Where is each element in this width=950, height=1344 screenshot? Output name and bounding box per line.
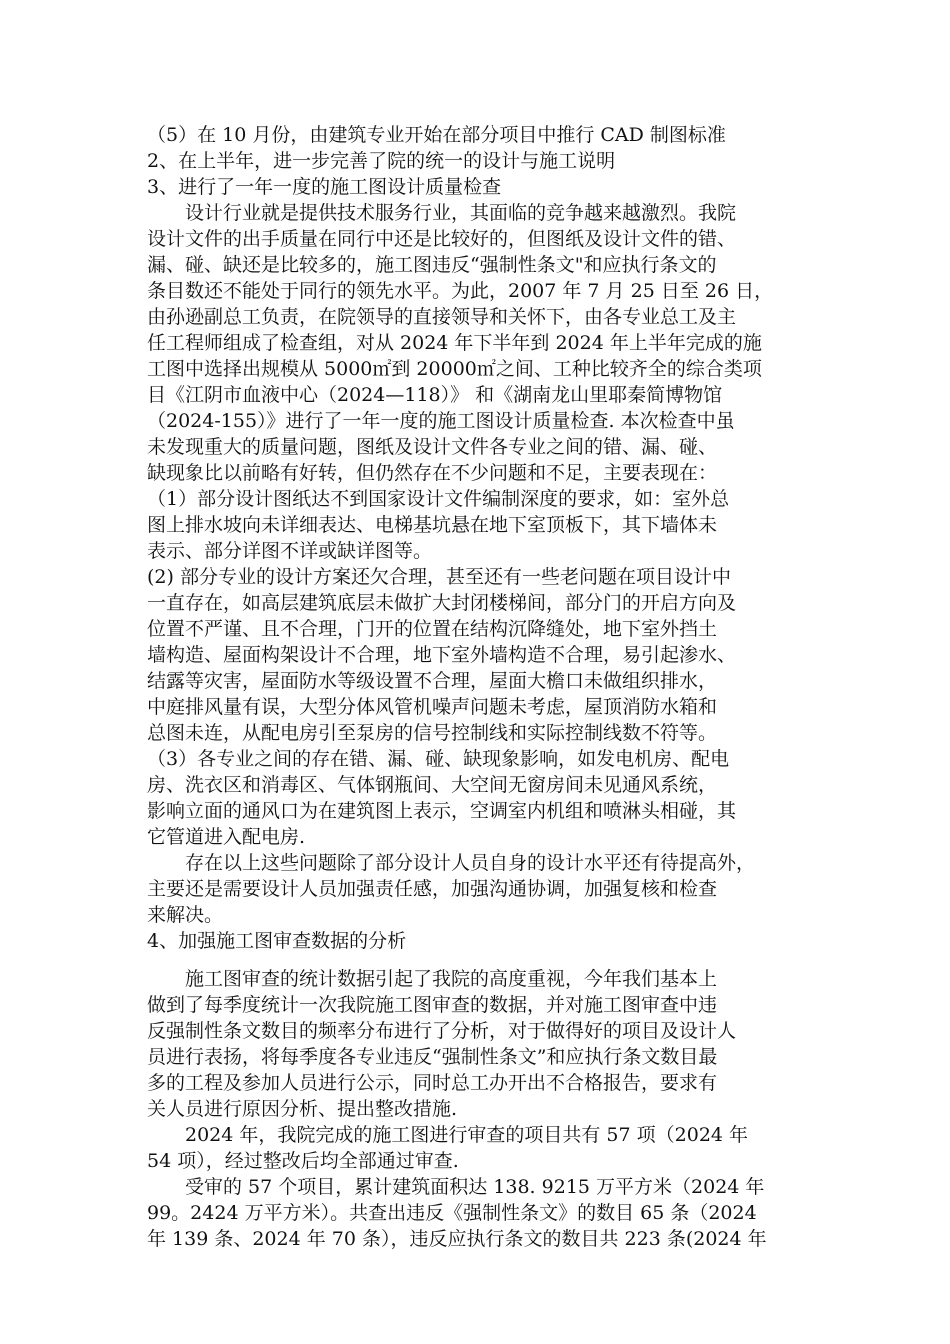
text-line: 来解决。 xyxy=(147,904,224,926)
text-line: （2024-155）》进行了一年一度的施工图设计质量检查. 本次检查中虽 xyxy=(147,410,735,432)
text-line: 位置不严谨、且不合理，门开的位置在结构沉降缝处，地下室外挡土 xyxy=(147,618,718,640)
text-line: 由孙逊副总工负责，在院领导的直接领导和关怀下，由各专业总工及主 xyxy=(147,306,737,328)
text-line: 年 139 条、2024 年 70 条），违反应执行条文的数目共 223 条(2024 年 xyxy=(147,1228,767,1250)
text-line: 施工图审查的统计数据引起了我院的高度重视，今年我们基本上 xyxy=(147,968,718,990)
text-line: 员进行表扬，将每季度各专业违反“强制性条文”和应执行条文数目最 xyxy=(147,1046,718,1068)
text-line: 表示、部分详图不详或缺详图等。 xyxy=(147,540,433,562)
text-line: 设计行业就是提供技术服务行业，其面临的竞争越来越激烈。我院 xyxy=(147,202,737,224)
text-line: 多的工程及参加人员进行公示，同时总工办开出不合格报告，要求有 xyxy=(147,1072,718,1094)
text-line: 关人员进行原因分析、提出整改措施. xyxy=(147,1098,458,1120)
text-line: 目《江阴市血液中心（2024—118）》 和《湖南龙山里耶秦简博物馆 xyxy=(147,384,723,406)
text-line: 图上排水坡向未详细表达、电梯基坑悬在地下室顶板下，其下墙体未 xyxy=(147,514,718,536)
text-line: 主要还是需要设计人员加强责任感，加强沟通协调，加强复核和检查 xyxy=(147,878,718,900)
text-line: 条目数还不能处于同行的领先水平。为此，2007 年 7 月 25 日至 26 日， xyxy=(147,280,774,302)
text-line: 它管道进入配电房. xyxy=(147,826,306,848)
section-heading: 3、进行了一年一度的施工图设计质量检查 xyxy=(147,176,502,198)
text-line: 结露等灾害，屋面防水等级设置不合理，屋面大檐口未做组织排水， xyxy=(147,670,718,692)
text-line: 一直存在，如高层建筑底层未做扩大封闭楼梯间，部分门的开启方向及 xyxy=(147,592,737,614)
text-line: 总图未连，从配电房引至泵房的信号控制线和实际控制线数不符等。 xyxy=(147,722,718,744)
text-line: 做到了每季度统计一次我院施工图审查的数据，并对施工图审查中违 xyxy=(147,994,718,1016)
text-line: 受审的 57 个项目，累计建筑面积达 138. 9215 万平方米（2024 年 xyxy=(147,1176,765,1198)
text-line: 99。2424 万平方米）。共查出违反《强制性条文》的数目 65 条（2024 xyxy=(147,1202,757,1224)
text-line: 存在以上这些问题除了部分设计人员自身的设计水平还有待提高外， xyxy=(147,852,756,874)
document-body xyxy=(147,122,837,1252)
text-line: 反强制性条文数目的频率分布进行了分析，对于做得好的项目及设计人 xyxy=(147,1020,737,1042)
section-heading: 4、加强施工图审查数据的分析 xyxy=(147,930,407,952)
text-line: 中庭排风量有误，大型分体风管机噪声问题未考虑，屋顶消防水箱和 xyxy=(147,696,718,718)
text-line: 未发现重大的质量问题，图纸及设计文件各专业之间的错、漏、碰、 xyxy=(147,436,718,458)
text-line: 房、洗衣区和消毒区、气体钢瓶间、大空间无窗房间未见通风系统， xyxy=(147,774,718,796)
text-line: 缺现象比以前略有好转，但仍然存在不少问题和不足，主要表现在： xyxy=(147,462,718,484)
text-line: 54 项），经过整改后均全部通过审查. xyxy=(147,1150,459,1172)
text-line: （5）在 10 月份，由建筑专业开始在部分项目中推行 CAD 制图标准 xyxy=(147,124,726,146)
text-line: （3）各专业之间的存在错、漏、碰、缺现象影响，如发电机房、配电 xyxy=(147,748,730,770)
text-line: (2) 部分专业的设计方案还欠合理，甚至还有一些老问题在项目设计中 xyxy=(147,566,731,588)
text-line: 工图中选择出规模从 5000㎡到 20000㎡之间、工种比较齐全的综合类项 xyxy=(147,358,762,380)
text-line: 任工程师组成了检查组，对从 2024 年下半年到 2024 年上半年完成的施 xyxy=(147,332,762,354)
text-line: （1）部分设计图纸达不到国家设计文件编制深度的要求，如：室外总 xyxy=(147,488,730,510)
text-line: 2024 年，我院完成的施工图进行审查的项目共有 57 项（2024 年 xyxy=(147,1124,749,1146)
text-line: 墙构造、屋面构架设计不合理，地下室外墙构造不合理，易引起渗水、 xyxy=(147,644,737,666)
text-line: 设计文件的出手质量在同行中还是比较好的，但图纸及设计文件的错、 xyxy=(147,228,737,250)
text-line: 漏、碰、缺还是比较多的，施工图违反“强制性条文"和应执行条文的 xyxy=(147,254,717,276)
text-line: 2、在上半年，进一步完善了院的统一的设计与施工说明 xyxy=(147,150,616,172)
text-line: 影响立面的通风口为在建筑图上表示，空调室内机组和喷淋头相碰，其 xyxy=(147,800,737,822)
